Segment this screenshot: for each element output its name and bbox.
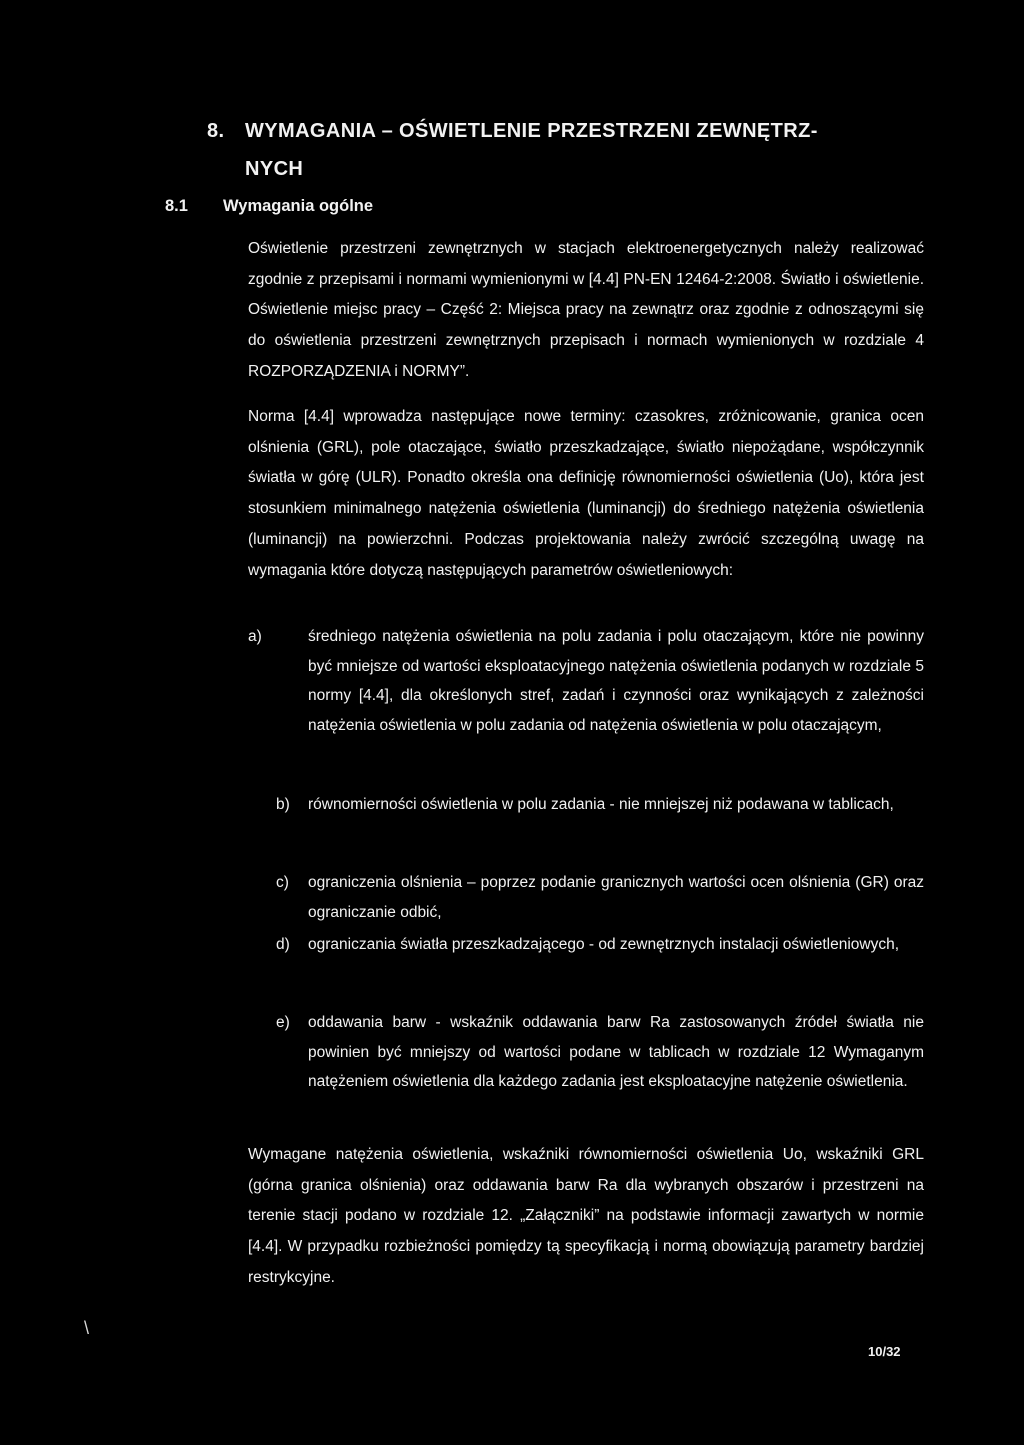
list-item-text: równomierności oświetlenia w polu zadania - nie mniejszej niż podawana w tablicach, xyxy=(308,796,894,813)
section-title: Wymagania ogólne xyxy=(223,197,374,215)
paragraph-intro: Oświetlenie przestrzeni zewnętrznych w stacjach elektroenergetycznych należy realizować zgodnie z przepisami i normami wymienionymi w [4.4] PN-EN 12464-2:2008. Światło i oświetlenie. Oświetlenie miejsc pracy – Część 2: Miejsca pracy na zewnątrz oraz zgodnie z odnoszącymi się do oświetlenia przestrzeni zewnętrznych przepisach i normach wymienionych w rozdziale 4 ROZPORZĄDZENIA i NORMY”. xyxy=(248,240,924,380)
list-item-d xyxy=(248,930,924,960)
page-number: 10/32 xyxy=(868,1344,901,1359)
chapter-title-line-1 xyxy=(207,112,907,150)
chapter-title-line-2: NYCH xyxy=(245,158,304,180)
list-item-e xyxy=(248,1008,924,1097)
list-item-a xyxy=(248,622,924,740)
paragraph-required-values: Wymagane natężenia oświetlenia, wskaźniki równomierności oświetlenia Uo, wskaźniki GRL (górna granica olśnienia) oraz oddawania barw Ra dla wybranych obszarów i przestrzeni na terenie stacji podano w rozdziale 12. „Załączniki” na podstawie informacji zawartych w normie [4.4]. W przypadku rozbieżności pomiędzy tą specyfikacją i normą obowiązują parametry bardziej restrykcyjne. xyxy=(248,1146,924,1286)
list-item-c xyxy=(248,868,924,927)
list-marker: d) xyxy=(276,936,290,953)
list-item-text: ograniczania światła przeszkadzającego - od zewnętrznych instalacji oświetleniowych, xyxy=(308,936,900,953)
chapter-heading xyxy=(207,112,907,188)
list-marker: a) xyxy=(248,628,262,645)
list-item-b xyxy=(248,790,924,820)
paragraph-norm-terms: Norma [4.4] wprowadza następujące nowe terminy: czasokres, zróżnicowanie, granica ocen olśnienia (GRL), pole otaczające, światło przeszkadzające, światło niepożądane, współczynnik światła w górę (ULR). Ponadto określa ona definicję równomierności oświetlenia (Uo), która jest stosunkiem minimalnego natężenia oświetlenia (luminancji) do średniego natężenia oświetlenia (luminancji) na powierzchni. Podczas projektowania należy zwrócić szczególną uwagę na wymagania które dotyczą następujących parametrów oświetleniowych: xyxy=(248,408,924,579)
stray-mark: \ xyxy=(84,1318,90,1338)
list-marker: c) xyxy=(276,874,289,891)
list-item-text: ograniczenia olśnienia – poprzez podanie granicznych wartości ocen olśnienia (GR) oraz ograniczanie odbić, xyxy=(308,874,924,921)
list-item-text: średniego natężenia oświetlenia na polu zadania i polu otaczającym, które nie powinny być mniejsze od wartości eksploatacyjnego natężenia oświetlenia podanych w rozdziale 5 normy [4.4], dla określonych stref, zadań i czynności oraz wynikających z zależności natężenia oświetlenia w polu zadania od natężenia oświetlenia w polu otaczającym, xyxy=(308,628,924,734)
section-number: 8.1 xyxy=(165,197,188,215)
chapter-number: 8. xyxy=(207,120,225,142)
list-marker: e) xyxy=(276,1014,290,1031)
section-heading xyxy=(165,197,373,216)
chapter-title-text: WYMAGANIA – OŚWIETLENIE PRZESTRZENI ZEWNĘTRZ- xyxy=(245,120,818,142)
list-item-text: oddawania barw - wskaźnik oddawania barw Ra zastosowanych źródeł światła nie powinien być mniejszy od wartości podane w tablicach w rozdziale 12 Wymaganym natężeniem oświetlenia dla każdego zadania jest eksploatacyjne natężenie oświetlenia. xyxy=(308,1014,924,1090)
list-marker: b) xyxy=(276,796,290,813)
